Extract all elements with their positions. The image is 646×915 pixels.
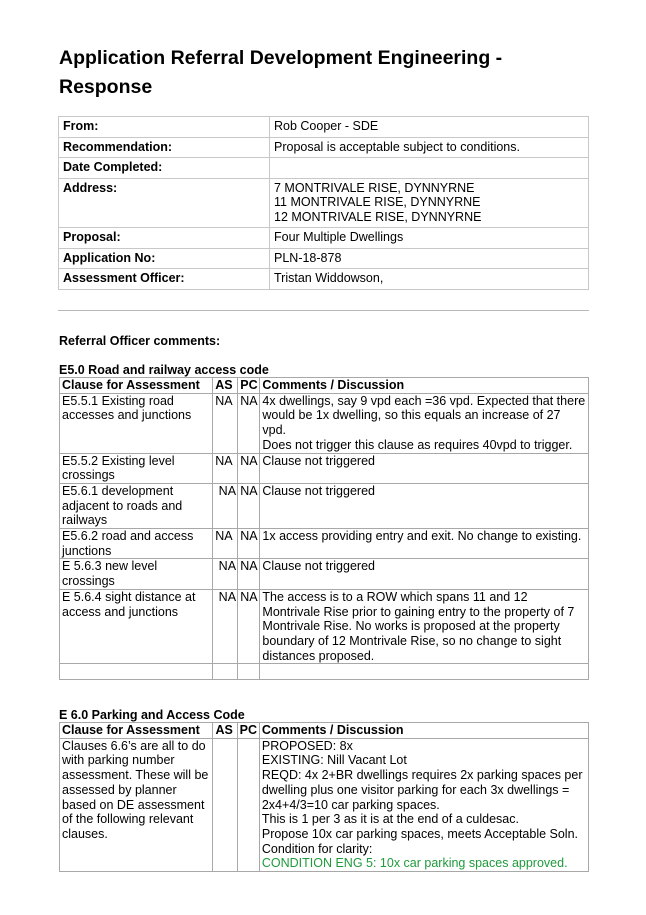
comments-cell: 1x access providing entry and exit. No change to existing. (260, 529, 589, 559)
pc-cell: NA (238, 453, 260, 483)
info-row-date-completed (59, 158, 589, 179)
e6-header-as: AS (213, 723, 237, 739)
e5-heading: E5.0 Road and railway access code (59, 363, 269, 377)
address-label: Address: (59, 178, 270, 228)
info-row-proposal (59, 228, 589, 249)
table-row (60, 453, 589, 483)
e5-header-pc: PC (238, 378, 260, 394)
application-info-table (58, 116, 589, 290)
condition-text: CONDITION ENG 5: 10x car parking spaces approved. (261, 856, 568, 871)
info-row-from (59, 117, 589, 138)
clause-cell: E5.6.2 road and access junctions (60, 529, 213, 559)
e6-assessment-table (59, 722, 589, 872)
as-cell: NA (213, 589, 238, 664)
empty-table-row (60, 664, 589, 680)
e6-header-comments: Comments / Discussion (259, 723, 588, 739)
application-no-value: PLN-18-878 (270, 248, 589, 269)
info-row-assessment-officer (59, 269, 589, 290)
pc-cell: NA (238, 483, 260, 528)
address-value: 7 MONTRIVALE RISE, DYNNYRNE 11 MONTRIVALE RISE, DYNNYRNE 12 MONTRIVALE RISE, DYNNYRNE (270, 178, 589, 228)
comments-cell: Clause not triggered (260, 453, 589, 483)
as-cell: NA (213, 393, 238, 453)
parking-assessment-text: PROPOSED: 8x EXISTING: Nill Vacant Lot REQD: 4x 2+BR dwellings requires 2x parking spaces per dwelling plus one visitor parking for each 3x dwellings = 2x4+4/3=10 car parking spaces. This is 1 per 3 as it is at the end of a culdesac. Propose 10x car parking spaces, meets Acceptable Soln. Condition for clarity: (261, 738, 583, 856)
clause-cell: Clauses 6.6’s are all to do with parking number assessment. These will be assessed by planner based on DE assessment of the following relevant clauses. (60, 738, 213, 871)
table-row (60, 738, 589, 871)
pc-cell (237, 738, 259, 871)
table-row (60, 393, 589, 453)
table-row (60, 483, 589, 528)
as-cell: NA (213, 559, 238, 589)
clause-cell: E 5.6.3 new level crossings (60, 559, 213, 589)
pc-cell: NA (238, 559, 260, 589)
assessment-officer-value: Tristan Widdowson, (270, 269, 589, 290)
comments-cell (259, 738, 588, 871)
clause-cell: E5.5.1 Existing road accesses and junctions (60, 393, 213, 453)
table-row (60, 589, 589, 664)
e5-header-row (60, 378, 589, 394)
comments-cell: Clause not triggered (260, 483, 589, 528)
e6-header-row (60, 723, 589, 739)
clause-cell: E5.5.2 Existing level crossings (60, 453, 213, 483)
comments-heading: Referral Officer comments: (59, 334, 221, 348)
comments-cell: Clause not triggered (260, 559, 589, 589)
e5-header-as: AS (213, 378, 238, 394)
as-cell (213, 738, 237, 871)
pc-cell: NA (238, 529, 260, 559)
comments-cell: 4x dwellings, say 9 vpd each =36 vpd. Expected that there would be 1x dwelling, so this equals an increase of 27 vpd. Does not trigger this clause as requires 40vpd to trigger. (260, 393, 589, 453)
from-value: Rob Cooper - SDE (270, 117, 589, 138)
e5-header-clause: Clause for Assessment (60, 378, 213, 394)
recommendation-value: Proposal is acceptable subject to conditions. (270, 137, 589, 158)
e5-header-comments: Comments / Discussion (260, 378, 589, 394)
date-completed-label: Date Completed: (59, 158, 270, 179)
pc-cell: NA (238, 589, 260, 664)
e6-header-pc: PC (237, 723, 259, 739)
application-no-label: Application No: (59, 248, 270, 269)
clause-cell: E5.6.1 development adjacent to roads and railways (60, 483, 213, 528)
as-cell: NA (213, 483, 238, 528)
e5-assessment-table (59, 377, 589, 680)
section-divider (58, 310, 589, 311)
as-cell: NA (213, 453, 238, 483)
info-row-recommendation (59, 137, 589, 158)
recommendation-label: Recommendation: (59, 137, 270, 158)
as-cell: NA (213, 529, 238, 559)
pc-cell: NA (238, 393, 260, 453)
comments-cell: The access is to a ROW which spans 11 and 12 Montrivale Rise prior to gaining entry to the property of 7 Montrivale Rise. No works is proposed at the property boundary of 12 Montrivale Rise, so no change to sight distances proposed. (260, 589, 589, 664)
table-row (60, 559, 589, 589)
clause-cell: E 5.6.4 sight distance at access and junctions (60, 589, 213, 664)
proposal-value: Four Multiple Dwellings (270, 228, 589, 249)
table-row (60, 529, 589, 559)
from-label: From: (59, 117, 270, 138)
page-title: Application Referral Development Engineering - Response (59, 47, 503, 98)
e6-header-clause: Clause for Assessment (60, 723, 213, 739)
assessment-officer-label: Assessment Officer: (59, 269, 270, 290)
date-completed-value (270, 158, 589, 179)
e6-heading: E 6.0 Parking and Access Code (59, 708, 245, 722)
info-row-address (59, 178, 589, 228)
proposal-label: Proposal: (59, 228, 270, 249)
info-row-application-no (59, 248, 589, 269)
